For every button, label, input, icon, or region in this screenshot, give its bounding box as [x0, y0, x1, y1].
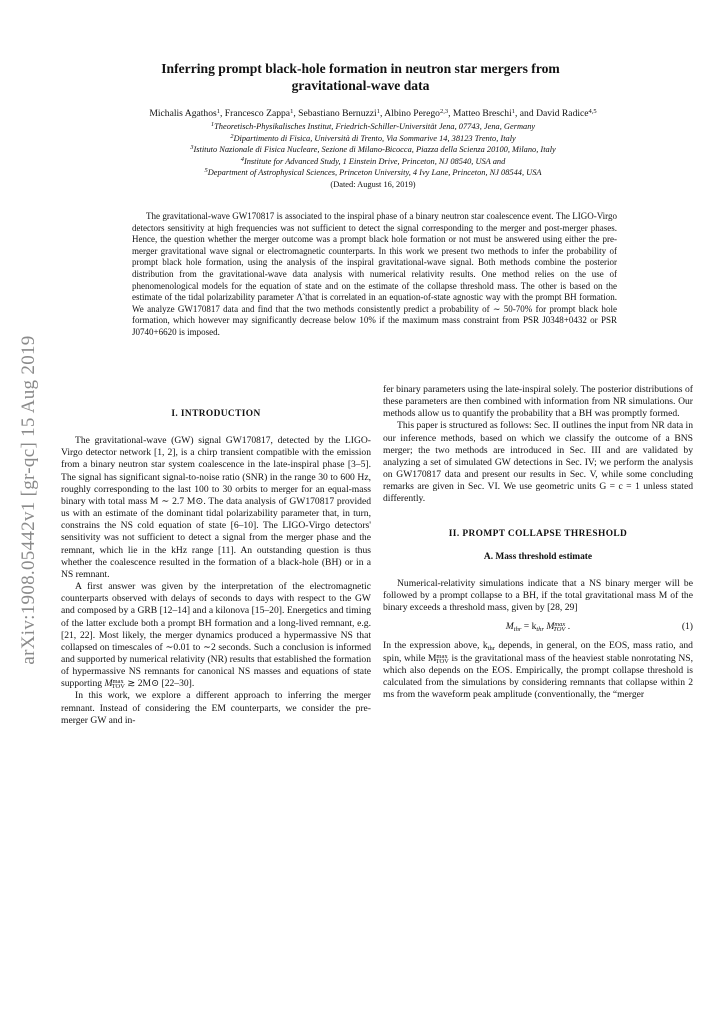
section-heading-introduction: I. INTRODUCTION [171, 409, 261, 419]
affiliation-number: 1 [210, 121, 215, 128]
math-superscript: max [112, 678, 124, 686]
affiliation-list [58, 121, 688, 191]
title-line-2: gravitational-wave data [291, 78, 430, 93]
author-affiliation-mark: 2,3 [439, 108, 449, 115]
threshold-text-a: In the expression above, k [383, 640, 488, 652]
threshold-paragraph-1: Numerical-relativity simulations indicate that a NS binary merger will be followed by a prompt collapse to a BH, if the total gravitational mass M of the binary exceeds a threshold mass, given by [28, 29] [383, 577, 693, 614]
arxiv-identifier-stamp [14, 320, 44, 680]
author-affiliation-mark: 1 [216, 108, 220, 115]
math-symbol: M [104, 678, 113, 690]
structure-paragraph: This paper is structured as follows: Sec. II outlines the input from NR data in our inference methods, based on which we classify the outcome of a BNS merger; the two methods are introduced in Sec. III and are validated by analyzing a set of simulated GW detections in Sec. IV; we perform the analysis on GW170817 data and present our results in Sec. V, while some concluding remarks are given in Sec. VI. We use geometric units G = c = 1 unless stated differently. [383, 420, 694, 505]
math-subscript: TOV [435, 657, 449, 665]
eq-mid-sub: thr [536, 626, 544, 634]
eq-rhs-sup: max [554, 621, 566, 629]
equation-number: (1) [681, 621, 693, 633]
affiliation [58, 144, 688, 156]
author: Sebastiano Bernuzzi [298, 108, 377, 119]
affiliation-text: Theoretisch-Physikalisches Institut, Friedrich-Schiller-Universität Jena, 07743, Jena, Germany [214, 122, 536, 131]
math-subscript: thr [487, 645, 495, 653]
threshold-text-c: is the gravitational mass of the heaviest stable nonrotating NS, which also depends on the EOS. Empirically, the prompt collapse threshold is calculated from the simulations by considering remnants that collapse within 2 ms from the waveform peak amplitude (conventionally, the “merger [383, 652, 693, 700]
eq-lhs-sub: thr [513, 626, 522, 634]
affiliation-text: Institute for Advanced Study, 1 Einstein Drive, Princeton, NJ 08540, USA and [243, 156, 506, 166]
paper-title [100, 60, 621, 94]
author-affiliation-mark: 1 [511, 108, 515, 115]
right-column [383, 384, 693, 701]
author-list: Michalis Agathos$^1$, Francesco Zappa$^1$, Sebastiano Bernuzzi$^1$, Albino Perego$^{2,3}$, Matteo Breschi$^1$, and David Radice$^{4,5}$ [149, 108, 597, 119]
affiliation-text: Department of Astrophysical Sciences, Princeton University, 4 Ivy Lane, Princeton, NJ 08544, USA [207, 168, 542, 178]
author-affiliation-mark: 4,5 [588, 108, 597, 115]
affiliation-number: 2 [230, 132, 234, 140]
left-column [61, 408, 371, 727]
title-line-1: Inferring prompt black-hole formation in neutron star mergers from [161, 61, 560, 76]
eq-lhs: M [505, 621, 514, 633]
intro-paragraph-2-tail: ≳ 2M⊙ [22–30]. [124, 678, 195, 690]
author: David Radice [536, 108, 589, 119]
intro-paragraph-continued: fer binary parameters using the late-inspiral solely. The posterior distributions of these parameters are then combined with information from NR simulations. Our methods allow us to quantify the probability that a BH was promptly formed. [383, 384, 693, 420]
affiliation-number: 3 [190, 144, 194, 152]
author: Albino Perego [384, 108, 440, 119]
intro-paragraph-1: The gravitational-wave (GW) signal GW170817, detected by the LIGO-Virgo detector network [1, 2], is a chirp transient compatible with the emission from a binary neutron star system coalescence in the late-inspiral phase [3–5]. The signal has significant signal-to-noise ratio (SNR) in the range 30 to 600 Hz, roughly corresponding to the last 100 to 30 orbits to merger for an equal-mass binary with total mass M ∼ 2.7 M⊙. The data analysis of GW170817 provided us with an estimate of the dominant tidal polarizability parameter that, in turn, constrains the NS cold equation of state [6–10]. The LIGO-Virgo detectors' sensitivity was not sufficient to detect a signal from the merger phase and the remnant, which lie in the kHz range [11]. An outstanding question is thus whether the coalescence resulted in the formation of a black-hole (BH) or in a NS remnant. [61, 435, 371, 580]
intro-paragraph-2 [61, 581, 371, 690]
math-superscript: max [436, 652, 448, 660]
author: Michalis Agathos [149, 108, 217, 119]
eq-rhs-sub: TOV [553, 626, 566, 634]
author-conjunction: and [519, 108, 534, 119]
eq-mid: = k [521, 621, 537, 633]
author: Francesco Zappa [224, 108, 291, 119]
threshold-paragraph-2 [383, 640, 693, 701]
section-heading-prompt-collapse: II. PROMPT COLLAPSE THRESHOLD [448, 528, 628, 539]
equation-body [506, 621, 570, 633]
affiliation [58, 121, 688, 133]
abstract: The gravitational-wave GW170817 is associated to the inspiral phase of a binary neutron star coalescence event. The LIGO-Virgo detectors sensitivity at high frequencies was not sufficient to detect the signal corresponding to the merger and post-merger phases. Hence, the question whether the merger outcome was a prompt black hole formation or not must be answered using either the pre-merger gravitational wave signal or electromagnetic counterparts. In this work we present two methods to infer the probability of prompt black hole formation, using the analysis of the inspiral gravitational-wave signal. Both methods combine the posterior distribution from the gravitational-wave data analysis with numerical relativity results. One method relies on the use of phenomenological models for the equation of state and on the estimate of the collapse threshold mass. The other is based on the estimate of the tidal polarizability parameter Λ̃ that is correlated in an equation-of-state agnostic way with the prompt BH formation. We analyze GW170817 data and find that the two methods consistently predict a probability of ∼ 50-70% for prompt black hole formation, which however may significantly decrease below 10% if the maximum mass constraint from PSR J0348+0432 or PSR J0740+6620 is imposed. [132, 211, 617, 337]
affiliation [58, 133, 688, 145]
threshold-text-b: depends, in general, on the EOS, mass ratio, and spin, while M [383, 640, 693, 664]
author-affiliation-mark: 1 [290, 108, 294, 115]
eq-rhs: M [546, 621, 555, 633]
affiliation-text: Dipartimento di Fisica, Università di Trento, Via Sommarive 14, 38123 Trento, Italy [233, 133, 516, 143]
affiliation [58, 156, 688, 168]
intro-paragraph-3: In this work, we explore a different approach to inferring the merger remnant. Instead of considering the EM counterparts, we consider the pre-merger GW and in- [61, 690, 371, 726]
equation-1 [383, 620, 693, 634]
affiliation-number: 4 [240, 155, 244, 163]
affiliation [58, 167, 688, 179]
dated-line: (Dated: August 16, 2019) [330, 179, 416, 189]
author-affiliation-mark: 1 [376, 108, 380, 115]
affiliation-number: 5 [204, 167, 208, 175]
arxiv-id-text: arXiv:1908.05442v1 [gr-qc] 15 Aug 2019 [18, 335, 39, 665]
eq-end: . [565, 621, 571, 633]
intro-paragraph-2-text: A first answer was given by the interpretation of the electromagnetic counterparts observed with delays of seconds to days with respect to the GW and composed by a GRB [12–14] and a kilonova [15–20]. Energetics and timing of the latter exclude both a prompt BH formation and a long-lived remnant, e.g. [21, 22]. Most likely, the merger dynamics produced a hypermassive NS that collapsed on timescales of ∼0.01 to ∼2 seconds. Such a conclusion is informed and supported by numerical relativity (NR) results that established the formation of hypermassive NS remnants for canonical NS masses and equations of state supporting [61, 581, 371, 690]
affiliation-text: Istituto Nazionale di Fisica Nucleare, Sezione di Milano-Bicocca, Piazza della Scienza 20100, Milano, Italy [193, 145, 556, 155]
subsection-heading-mass-threshold: A. Mass threshold estimate [483, 551, 593, 562]
author: Matteo Breschi [452, 108, 512, 119]
math-subscript: TOV [111, 683, 125, 691]
